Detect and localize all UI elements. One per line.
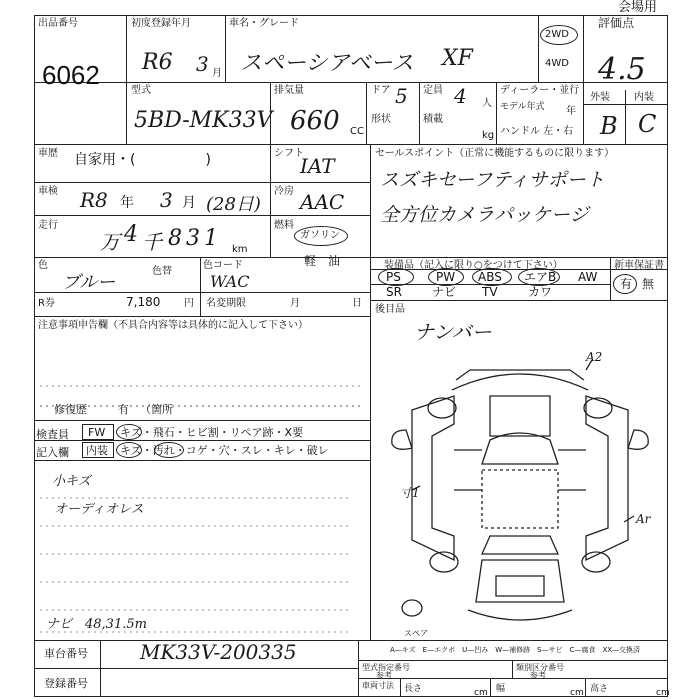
capacity-label: 定員 [423,85,443,96]
class-label: 類別区分番号 [516,663,564,672]
chassis-label: 車台番号 [44,647,88,660]
model-name: スペーシアベース [240,51,414,76]
usage-label: 車歴 [38,148,58,159]
person-unit: 人 [482,98,492,109]
aftermarket-label: 後目品 [375,304,405,315]
month-unit: 月 [212,68,222,79]
equip-abs: ABS [478,270,502,284]
aftermarket-value: ナンバー [414,320,492,344]
drive-2wd: 2WD [545,29,569,40]
memo-2: オーディオレス [54,502,144,517]
color-code: WAC [210,272,250,291]
type-code: 5BD-MK33V [134,108,273,133]
mileage-man: 万 [100,230,120,254]
height-cm: cm [656,688,670,698]
int-circle-2 [154,442,184,458]
equip-pw-circle [428,268,464,286]
equip-tv: TV [482,285,498,299]
warranty-yes: 有 [620,277,633,291]
recycle-amount: 7,180 [126,295,161,309]
reg-era-year: R6 [142,50,173,75]
score: 4.5 [598,52,646,87]
year-unit: 年 [566,106,576,117]
color-code-label: 色コード [203,260,243,271]
shift: IAT [300,154,335,178]
warranty-yes-circle [613,274,637,294]
memo-1: 小キズ [52,474,91,489]
color-change-label: 色替 [152,266,172,277]
shift-label: シフト [274,148,304,159]
usage: 自家用・( ) [74,152,211,168]
inspection-day: (28日) [206,194,261,215]
serial-number: 6062 [42,60,100,90]
inspection-label: 車検 [38,186,58,197]
doors: 5 [395,84,408,108]
type-label: 型式 [131,85,151,96]
model-label: 車名・グレード [229,18,299,29]
fw-text: キズ・飛石・ヒビ割・リペア跡・X要 [120,426,304,439]
equip-pw: PW [436,270,456,284]
drive-4wd: 4WD [545,58,569,69]
capacity: 4 [454,84,467,108]
repair-label: 修復歴 [54,403,87,416]
doors-label: ドア [371,85,391,96]
equip-navi: ナビ [432,285,457,299]
recycle-label: R券 [38,298,55,309]
displacement: 660 [290,106,340,136]
ac: AAC [300,190,345,214]
mileage-label: 走行 [38,220,58,231]
mileage-rest: 831 [168,226,222,251]
disp-label: 排気量 [274,85,304,96]
sales-line1: スズキセーフティサポート [380,169,605,191]
height-label: 高さ [590,684,609,694]
memo-3: ナビ 48,31.5m [46,617,147,632]
equip-airbag-circle [518,268,560,286]
warranty-label: 新車保証書 [614,260,664,271]
spare-label: スペア [404,629,428,638]
yen-unit: 円 [184,298,194,309]
inspection-month-unit: 月 [182,195,196,211]
handle-label: ハンドル 左・右 [500,126,574,137]
mark-a2: A2 [586,350,603,364]
fuel-gas: ガソリン [300,230,340,241]
ac-label: 冷房 [274,186,294,197]
model-year-label: モデル年式 [500,102,545,112]
cc-unit: CC [350,126,364,137]
memo-dotted-lines [40,470,360,640]
grade: XF [442,46,473,71]
fuel-light-oil: 軽 油 [304,254,341,268]
sales-title: セールスポイント（正常に機能するものに限ります） [375,148,615,159]
interior-label: 内装 [634,92,654,103]
shape-label: 形状 [371,114,391,125]
name-change-month: 月 [290,298,300,309]
size-label: 車両寸法 [362,681,394,690]
model-spec-ref: 参考 [376,671,392,680]
warranty-none: 無 [642,277,655,291]
venue-label: 会場用 [618,0,658,15]
kg-unit: kg [482,130,495,141]
mileage-sen: 千 [142,230,162,254]
length-label: 長さ [404,684,423,694]
inspection-month: 3 [160,188,173,212]
inspector-label: 検査員記入欄 [36,428,69,459]
mileage-digit: 4 [124,222,138,247]
interior-grade: C [638,110,657,138]
plate-label: 登録番号 [44,677,88,690]
km-unit: km [232,244,248,255]
fw-circle [116,424,142,440]
name-change-day: 日 [352,298,362,309]
model-spec-label: 型式指定番号 [362,663,410,672]
exterior-label: 外装 [590,92,610,103]
damage-legend: A—キズ E—エクボ U—凹み W—補修跡 S—サビ C—腐食 XX—交換済 [390,646,641,654]
equip-leather: カワ [528,285,553,299]
inspector-interior-label: 内装 [86,444,108,457]
equip-sr: SR [386,285,402,299]
width-cm: cm [570,688,584,698]
reg-label: 初度登録年月 [131,18,191,29]
width-label: 幅 [496,684,506,694]
color-label: 色 [38,260,48,271]
int-circle-1 [116,442,142,458]
repair-value: 有 [118,403,129,416]
inspection-era: R8 [80,188,108,212]
repair-place: （箇所 [140,403,173,416]
fuel-label: 燃料 [274,220,294,231]
fw-label: FW [88,426,106,439]
sales-line2: 全方位カメラパッケージ [380,204,589,226]
serial-label: 出品番号 [38,18,78,29]
repair-dotted-line [40,380,370,410]
eval-label: 評価点 [598,16,635,30]
equipment-title: 装備品（記入に限り○をつけて下さい） [384,260,563,271]
equip-airbag: エアB [524,270,557,284]
equip-aw: AW [578,270,598,284]
mark-left: 寸1 [400,486,420,500]
reg-month: 3 [196,52,209,76]
exterior-grade: B [600,112,618,140]
mark-ar: Ar [636,512,651,526]
load-label: 積載 [423,114,443,125]
equip-ps: PS [386,270,401,284]
length-cm: cm [474,688,488,698]
dealer-label: ディーラー・並行 [500,85,580,96]
chassis-number: MK33V-200335 [140,640,297,664]
equip-ps-circle [378,268,414,286]
inspector-interior-text: キズ・汚れ・コゲ・穴・スレ・キレ・破レ [120,444,329,457]
inspection-year-unit: 年 [120,195,134,211]
equip-abs-circle [472,268,512,286]
caution-label: 注意事項申告欄（不具合内容等は具体的に記入して下さい） [38,320,308,331]
name-change-label: 名変期限 [206,298,246,309]
color: ブルー [62,272,116,293]
class-ref: 参考 [530,671,546,680]
